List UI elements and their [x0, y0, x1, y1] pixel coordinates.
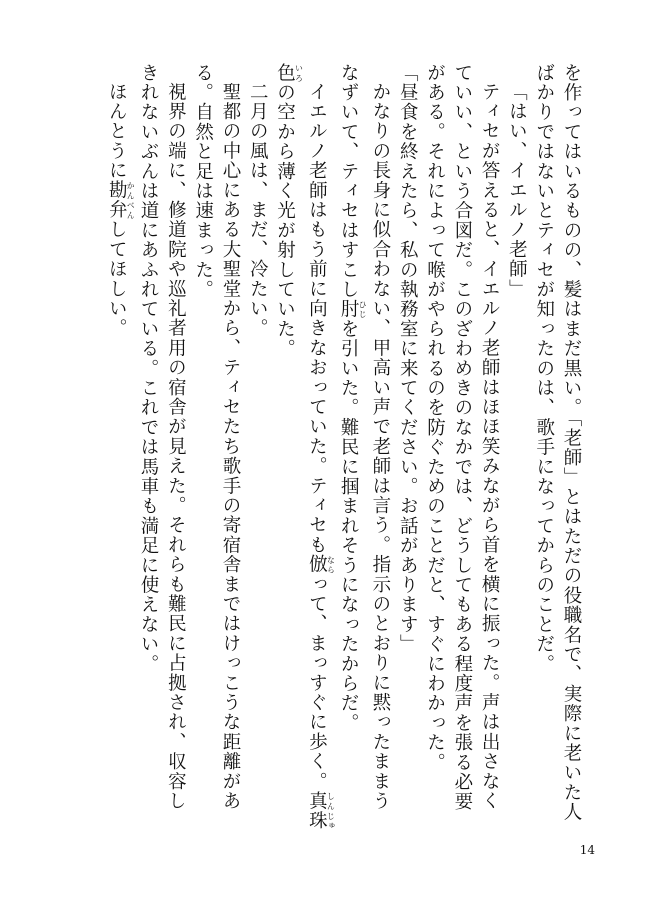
page-number: 14: [579, 843, 595, 857]
ruby-annotation: [274, 63, 304, 83]
text-line: [271, 63, 303, 823]
text-line: [162, 63, 189, 823]
text-segment: きれないぶんは道にあふれている。これでは馬車も満足に使えない。: [138, 63, 160, 674]
text-line: [303, 63, 336, 831]
ruby-reading: しんじゅ: [326, 790, 336, 831]
text-segment: ティセが答えると、イエルノ老師はほほ笑みながら首を横に振った。声は出さなく: [479, 81, 501, 811]
text-line: [103, 63, 135, 823]
text-line: [367, 63, 394, 823]
text-line: [135, 63, 162, 823]
text-segment: 「昼食を終えたら、私の執務室に来てください。お話があります」: [397, 63, 419, 654]
text-segment: 二月の風は、まだ、冷たい。: [247, 81, 269, 338]
text-segment: って、まっすぐに歩く。: [306, 574, 328, 791]
text-segment: を作ってはいるものの、髪はまだ黒い。「老師」とはただの役職名で、実際に老いた人: [561, 63, 582, 823]
ruby-reading: なら: [326, 554, 336, 575]
ruby-reading: いろ: [294, 63, 304, 83]
text-segment: がある。それによって喉がやられるのを防ぐためのことだと、すぐにわかった。: [424, 63, 446, 773]
text-line: [189, 63, 216, 823]
text-line: [244, 63, 271, 823]
ruby-base: 勘弁: [106, 180, 128, 220]
text-segment: ていい、という合図だ。このざわめきのなかでは、どうしてもある程度声を張る必要: [451, 63, 473, 812]
text-line: [394, 63, 421, 823]
ruby-reading: かんべん: [126, 180, 136, 220]
text-segment: イエルノ老師はもう前に向きなおっていた。ティセも: [306, 81, 328, 555]
ruby-base: 色: [274, 63, 296, 83]
text-segment: を引いた。難民に掴まれそうになったからだ。: [338, 319, 360, 733]
text-segment: の空から薄く光が射していた。: [274, 82, 296, 359]
text-segment: 「はい、イエルノ老師」: [506, 81, 528, 299]
ruby-annotation: [338, 299, 368, 320]
text-segment: 視界の端に、修道院や巡礼者用の宿舎が見えた。それらも難民に占拠され、収容し: [165, 81, 187, 811]
text-segment: なずいて、ティセはすこし: [338, 63, 360, 300]
text-line: [503, 63, 530, 823]
text-segment: ばかりではないとティセが知ったのは、歌手になってからのことだ。: [533, 63, 555, 674]
ruby-base: 肘: [338, 299, 360, 320]
text-line: [476, 63, 503, 823]
text-segment: 聖都の中心にある大聖堂から、ティセたち歌手の寄宿舎まではけっこうな距離があ: [219, 81, 241, 811]
text-segment: かなりの長身に似合わない、甲高い声で老師は言う。指示のとおりに黙ったままう: [369, 81, 391, 811]
text-segment: ほんとうに: [106, 81, 128, 180]
ruby-base: 倣: [306, 554, 328, 575]
text-line: [421, 63, 448, 823]
text-line: [530, 63, 557, 823]
ruby-annotation: [306, 790, 336, 831]
text-line: [558, 63, 585, 823]
text-segment: る。自然と足は速まった。: [192, 63, 214, 300]
ruby-reading: ひじ: [358, 299, 368, 320]
text-segment: してほしい。: [106, 219, 128, 338]
text-line: [449, 63, 476, 823]
vertical-text-body: [106, 63, 585, 831]
text-line: [217, 63, 244, 823]
ruby-base: 真珠: [306, 790, 328, 831]
text-line: [335, 63, 367, 823]
ruby-annotation: [306, 554, 336, 575]
ruby-annotation: [106, 180, 136, 220]
